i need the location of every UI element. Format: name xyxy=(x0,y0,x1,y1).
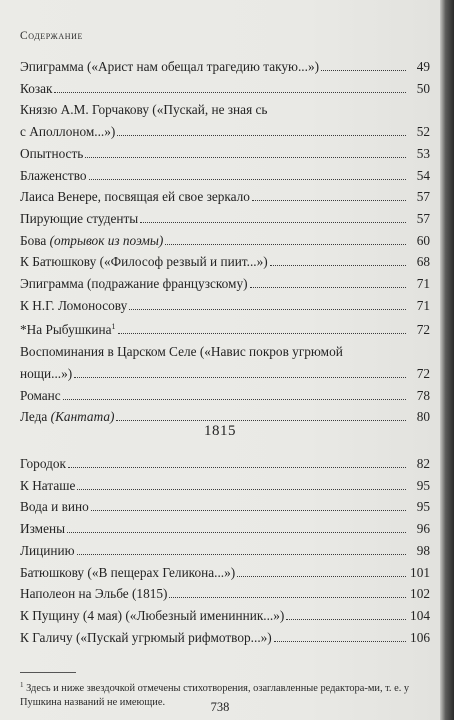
toc-entry xyxy=(20,56,430,78)
dot-leader xyxy=(169,597,406,598)
toc-entry-title: Опытность xyxy=(20,145,84,161)
dot-leader xyxy=(250,287,406,288)
toc-entry-page: 57 xyxy=(416,210,430,226)
toc-entry-title: Леда (Кантата) xyxy=(20,409,115,425)
dot-leader xyxy=(67,532,406,533)
running-head: Содержание xyxy=(20,30,83,42)
toc-entry-subtitle: (отрывок из поэмы) xyxy=(49,232,164,248)
toc-entry-title: Эпиграмма («Арист нам обещал трагедию такую...») xyxy=(20,59,320,74)
page-number: 738 xyxy=(210,700,230,714)
footnote-text: Здесь и ниже звездочкой отмечены стихотворения, озаглавленные редактора-ми, т. е. у Пушкина названий не имеющие. xyxy=(20,683,410,708)
toc-entry-title: Городок xyxy=(20,456,66,471)
toc-entry-page: 102 xyxy=(410,586,430,602)
toc-entry-title: Измены xyxy=(20,521,66,537)
toc-entry-title: Бова (отрывок из поэмы) xyxy=(20,232,164,248)
toc-entry-page: 78 xyxy=(416,387,430,403)
dot-leader xyxy=(118,333,406,334)
toc-entry-page: 68 xyxy=(416,254,430,270)
toc-entry-page: 101 xyxy=(410,564,430,580)
toc-entry-page: 80 xyxy=(416,409,430,425)
dot-leader xyxy=(274,641,406,642)
dot-leader xyxy=(252,200,406,201)
dot-leader xyxy=(74,377,406,378)
toc-entry-subtitle: (Кантата) xyxy=(50,409,115,425)
toc-entry xyxy=(20,475,430,497)
year-heading: 1815 xyxy=(204,423,236,439)
toc-entry-title-continuation: с Аполлоном...») xyxy=(20,124,116,140)
toc-entry-page: 52 xyxy=(416,124,430,140)
toc-entry-page: 82 xyxy=(416,456,430,471)
dot-leader xyxy=(270,265,406,266)
dot-leader xyxy=(117,135,406,136)
dot-leader xyxy=(286,619,406,620)
toc-entry xyxy=(20,540,430,562)
toc-entry xyxy=(20,562,430,584)
toc-entry-page: 104 xyxy=(410,607,430,623)
toc-entry xyxy=(20,273,430,295)
toc-entry-page: 57 xyxy=(416,189,430,205)
toc-entry-page: 50 xyxy=(416,80,430,96)
toc-entry-title: К Галичу («Пускай угрюмый рифмотвор...») xyxy=(20,629,272,645)
toc-entry xyxy=(20,251,430,273)
toc-entry xyxy=(20,295,430,317)
toc-entry-first-line xyxy=(20,99,430,121)
toc-entry-title: Эпиграмма (подражание французскому) xyxy=(20,276,248,292)
toc-entry-continuation xyxy=(20,363,430,385)
toc-entry-title: Князю А.М. Горчакову («Пускай, не зная сь xyxy=(20,102,268,118)
toc-entry-page: 60 xyxy=(416,232,430,248)
dot-leader xyxy=(68,467,406,468)
footnote-rule xyxy=(20,672,76,673)
toc-entry-page: 71 xyxy=(416,297,430,313)
book-gutter-shadow xyxy=(440,0,454,720)
dot-leader xyxy=(89,179,406,180)
dot-leader xyxy=(85,157,406,158)
toc-entry xyxy=(20,385,430,407)
toc-entry-title: Наполеон на Эльбе (1815) xyxy=(20,586,168,602)
toc-entry-title: К Наташе xyxy=(20,477,76,493)
toc-entry-page: 53 xyxy=(416,145,430,161)
toc-entry-first-line xyxy=(20,341,430,363)
dot-leader xyxy=(63,399,406,400)
toc-entry-title: Батюшкову («В пещерах Геликона...») xyxy=(20,564,236,580)
toc-entry xyxy=(20,518,430,540)
toc-entry-title: К Пущину (4 мая) («Любезный именинник...») xyxy=(20,607,285,623)
toc-entry xyxy=(20,496,430,518)
toc-entry xyxy=(20,316,430,341)
dot-leader xyxy=(129,309,406,310)
toc-entry-title: Лицинию xyxy=(20,542,75,558)
toc-entry-page: 49 xyxy=(416,59,430,74)
dot-leader xyxy=(140,222,406,223)
toc-entry xyxy=(20,165,430,187)
toc-entry-page: 98 xyxy=(416,542,430,558)
toc-entry-title: *На Рыбушкина$^1$ xyxy=(20,322,116,338)
toc-entry xyxy=(20,230,430,252)
toc-entry-continuation xyxy=(20,121,430,143)
dot-leader xyxy=(54,92,406,93)
toc-entry xyxy=(20,143,430,165)
toc-entry-title: Пирующие студенты xyxy=(20,210,139,226)
footnote-marker: 1 xyxy=(111,322,116,332)
toc-entry xyxy=(20,208,430,230)
toc-entry-title: Вода и вино xyxy=(20,499,89,515)
toc-entry-page: 96 xyxy=(416,521,430,537)
toc-entry-page: 95 xyxy=(416,499,430,515)
dot-leader xyxy=(116,420,406,421)
toc-section-2 xyxy=(20,453,430,648)
toc-entry xyxy=(20,605,430,627)
dot-leader xyxy=(321,70,406,71)
toc-entry xyxy=(20,453,430,475)
dot-leader xyxy=(165,244,406,245)
toc-entry-page: 72 xyxy=(416,365,430,381)
toc-entry-title: Воспоминания в Царском Селе («Навис покров угрюмой xyxy=(20,344,343,360)
toc-entry-title-continuation: нощи...») xyxy=(20,365,73,381)
toc-section-1 xyxy=(20,56,430,428)
toc-entry-title: К Н.Г. Ломоносову xyxy=(20,297,128,313)
toc-entry-title: Козак xyxy=(20,80,53,96)
toc-entry-title: Лаиса Венере, посвящая ей свое зеркало xyxy=(20,189,250,205)
toc-entry-title: Романс xyxy=(20,387,61,403)
toc-entry xyxy=(20,627,430,649)
dot-leader xyxy=(77,489,406,490)
toc-entry-page: 72 xyxy=(416,322,430,338)
dot-leader xyxy=(237,576,406,577)
dot-leader xyxy=(91,510,406,511)
toc-entry xyxy=(20,186,430,208)
toc-entry-page: 54 xyxy=(416,167,430,183)
dot-leader xyxy=(77,554,406,555)
toc-entry xyxy=(20,78,430,100)
toc-entry-page: 95 xyxy=(416,477,430,493)
toc-entry-page: 106 xyxy=(410,629,430,645)
toc-entry xyxy=(20,583,430,605)
toc-entry-page: 71 xyxy=(416,276,430,292)
toc-entry-title: Блаженство xyxy=(20,167,87,183)
toc-entry-title: К Батюшкову («Философ резвый и пиит...») xyxy=(20,254,268,270)
footnote-marker: 1 xyxy=(20,681,24,689)
